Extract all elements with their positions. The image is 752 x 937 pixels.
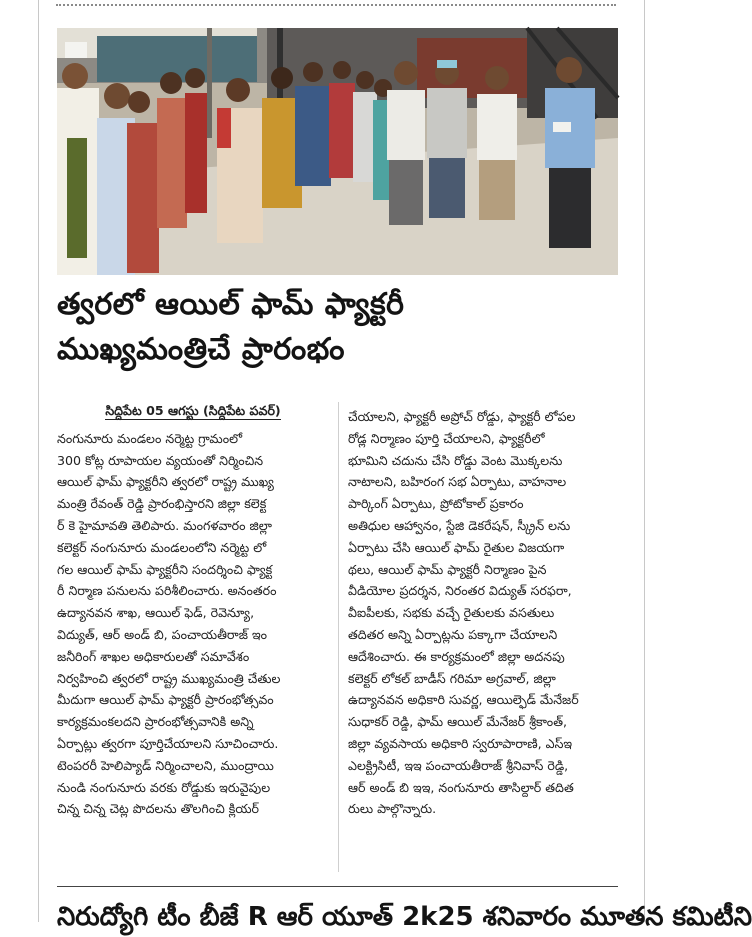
article-photo bbox=[57, 28, 618, 275]
headline-line-1: త్వరలో ఆయిల్ ఫామ్ ఫ్యాక్టరీ bbox=[57, 287, 405, 322]
bottom-rule bbox=[57, 886, 618, 887]
text-line: రీ నిర్మాణ పనులను పరిశీలించారు. అనంతరం bbox=[57, 583, 277, 599]
text-line: చేయాలని, ఫ్యాక్టరీ అప్రోచ్ రోడ్డు, ఫ్యాక్టరీ లోపల bbox=[348, 409, 576, 424]
text-line: అతిధుల ఆహ్వానం, స్టేజి డెకరేషన్, స్క్రీన్ లను bbox=[348, 517, 571, 533]
text-line: ర్ కె హైమావతి తెలిపారు. మంగళవారం జిల్లా bbox=[57, 517, 272, 533]
text-line: మీదుగా ఆయిల్ ఫామ్ ఫ్యాక్టరీ ప్రారంభోత్సవం bbox=[57, 692, 274, 708]
text-line: జిల్లా వ్యవసాయ అధికారి స్వరూపారాణి, ఎస్ఇ bbox=[348, 735, 573, 751]
text-line: చిన్న చిన్న చెట్ల పొదలను తొలగించి క్లియర్ bbox=[57, 801, 259, 817]
right-column bbox=[348, 406, 618, 820]
text-line: వీడియోల ప్రదర్శన, నిరంతర విద్యుత్ సరఫరా, bbox=[348, 583, 572, 599]
text-line: ఉద్యానవన అధికారి సువర్ణ, ఆయిల్ఫెడ్ మేనేజర్ bbox=[348, 692, 579, 708]
text-line: సుధాకర్ రెడ్డి, ఫామ్ ఆయిల్ మేనేజర్ శ్రీకాంత్, bbox=[348, 714, 567, 730]
text-line: ఆర్ అండ్ బి ఇఇ, నంగునూరు తాసిల్దార్ తదిత bbox=[348, 779, 574, 795]
text-line: కలెక్టర్ లోకల్ బాడీస్ గరిమా అగ్రవాల్, జిల్లా bbox=[348, 670, 556, 686]
text-line: నుండి నంగునూరు వరకు రోడ్డుకు ఇరువైపుల bbox=[57, 779, 271, 795]
dateline bbox=[57, 400, 329, 422]
top-dotted-rule bbox=[56, 4, 616, 6]
page-right-border bbox=[644, 0, 645, 922]
text-line: నిర్వహించి త్వరలో రాష్ట్ర ముఖ్యమంత్రి చేతుల bbox=[57, 670, 281, 686]
text-line: భూమిని చదును చేసి రోడ్డు వెంట మొక్కలను bbox=[348, 452, 563, 468]
text-line: రోడ్ల నిర్మాణం పూర్తి చేయాలని, ఫ్యాక్టరీలో bbox=[348, 430, 545, 446]
text-line: ఆదేశించారు. ఈ కార్యక్రమంలో జిల్లా అదనపు bbox=[348, 648, 565, 664]
text-line: మంత్రి రేవంత్ రెడ్డి ప్రారంభిస్తారని జిల్లా కలెక్ట bbox=[57, 496, 267, 512]
text-line: వీఐపీలకు, సభకు వచ్చే రైతులకు వసతులు bbox=[348, 605, 555, 621]
text-line: గల ఆయిల్ ఫామ్ ఫ్యాక్టరీని సందర్శించి ఫ్యాక్ట bbox=[57, 561, 273, 577]
text-line: పార్కింగ్ ఏర్పాటు, ప్రోటోకాల్ ప్రకారం bbox=[348, 496, 524, 512]
text-line: నాటాలని, బహిరంగ సభ ఏర్పాటు, వాహనాల bbox=[348, 474, 567, 490]
left-column bbox=[57, 400, 329, 820]
next-article-headline: నిరుద్యోగి టీం బీజే R ఆర్ యూత్ 2k25 శనివారం మూతన కమిటీని bbox=[57, 902, 752, 932]
text-line: కలెక్టర్ నంగునూరు మండలంలోని నర్మెట్ట లో bbox=[57, 539, 267, 555]
text-line: ఏర్పాట్లు త్వరగా పూర్తిచేయాలని సూచించారు. bbox=[57, 735, 279, 751]
right-column-body bbox=[348, 406, 618, 820]
text-line: విద్యుత్, ఆర్ అండ్ బి, పంచాయతీరాజ్ ఇం bbox=[57, 626, 268, 642]
text-line: తదితర అన్ని ఏర్పాట్లను పక్కాగా చేయాలని bbox=[348, 626, 558, 642]
text-line: ఏర్పాటు చేసి ఆయిల్ ఫామ్ రైతుల విజయగా bbox=[348, 539, 565, 555]
text-line: టెంపరరీ హెలిప్యాడ్ నిర్మించాలని, ముంద్రాయి bbox=[57, 757, 274, 773]
text-line: ఎలక్ట్రిసిటీ, ఇఇ పంచాయతీరాజ్ శ్రీనివాస్ రెడ్డి, bbox=[348, 757, 569, 773]
headline bbox=[57, 282, 617, 372]
text-line: ఉద్యానవన శాఖ, ఆయిల్ ఫెడ్, రెవెన్యూ, bbox=[57, 605, 255, 621]
text-line: 300 కోట్ల రూపాయల వ్యయంతో నిర్మించిన bbox=[57, 452, 264, 468]
column-divider bbox=[338, 402, 339, 872]
text-line: థలు, ఆయిల్ ఫామ్ ఫ్యాక్టరీ నిర్మాణం పైన bbox=[348, 561, 547, 577]
text-line: రులు పాల్గొన్నారు. bbox=[348, 801, 437, 817]
text-line: నంగునూరు మండలం నర్మెట్ట గ్రామంలో bbox=[57, 430, 243, 446]
dateline-text: సిద్దిపేట 05 ఆగస్టు (సిద్దిపేట పవర్) bbox=[105, 403, 281, 418]
headline-line-2: ముఖ్యమంత్రిచే ప్రారంభం bbox=[57, 332, 345, 367]
text-line: ఆయిల్ ఫామ్ ఫ్యాక్టరీని త్వరలో రాష్ట్ర ముఖ్య bbox=[57, 474, 274, 490]
left-column-body bbox=[57, 428, 329, 820]
text-line: జనీరింగ్ శాఖల అధికారులతో సమావేశం bbox=[57, 648, 250, 664]
text-line: కార్యక్రమంకలదని ప్రారంభోత్సవానికి అన్ని bbox=[57, 714, 254, 730]
page-left-border bbox=[38, 0, 39, 922]
